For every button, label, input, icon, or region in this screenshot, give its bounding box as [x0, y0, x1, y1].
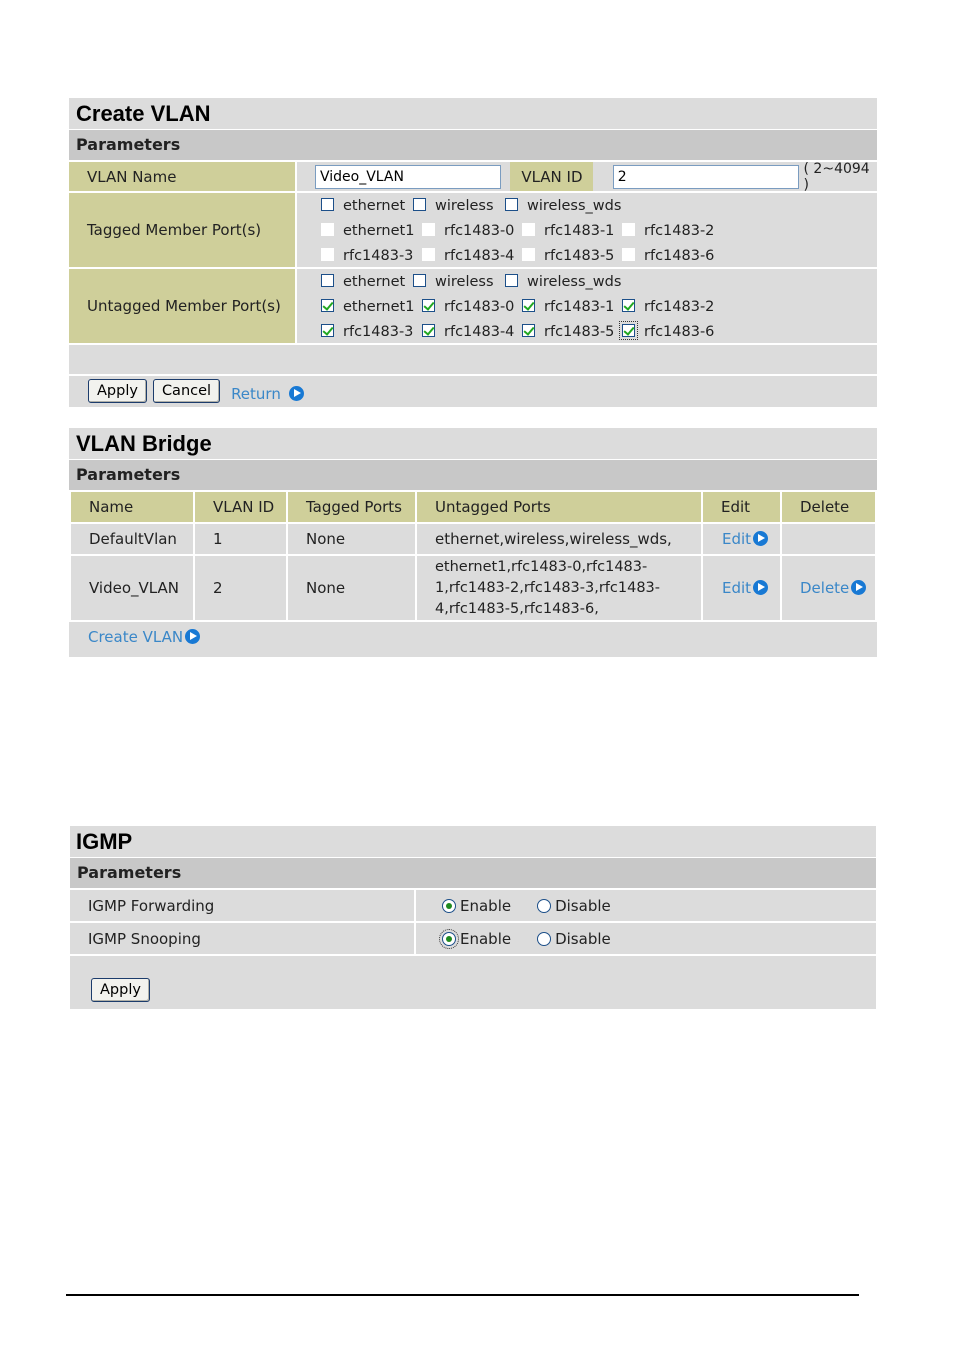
untagged-ports-line: ethernet1,rfc1483-0,rfc1483-: [435, 558, 648, 575]
port-checkbox-rfc1483-0[interactable]: [422, 219, 522, 244]
edit-link[interactable]: [722, 530, 768, 548]
port-label: ethernet: [343, 274, 406, 290]
delete-cell: [781, 555, 876, 621]
port-checkbox-ethernet1[interactable]: [321, 219, 422, 244]
tagged-ports-cell: None: [287, 555, 416, 621]
port-checkbox-rfc1483-2[interactable]: [622, 295, 722, 320]
untagged-ports-label: Untagged Member Port(s): [69, 269, 295, 343]
edit-link-label: Edit: [722, 579, 752, 597]
enable-label: Enable: [460, 896, 512, 915]
return-link[interactable]: [231, 385, 304, 403]
disable-label: Disable: [555, 896, 611, 915]
untagged-ports-cell: [416, 555, 702, 621]
port-checkbox-rfc1483-6[interactable]: [622, 244, 722, 269]
port-line: [321, 244, 877, 269]
port-label: rfc1483-5: [544, 248, 615, 264]
port-line: [321, 194, 877, 219]
radio-unselected-icon: [537, 932, 551, 946]
port-label: wireless: [435, 198, 494, 214]
port-checkbox-ethernet[interactable]: [321, 194, 413, 219]
checkbox-icon: [505, 198, 518, 211]
delete-cell: [781, 523, 876, 555]
radio-selected-icon: [442, 899, 456, 913]
edit-cell: [702, 523, 781, 555]
port-checkbox-wireless[interactable]: [413, 194, 505, 219]
igmp-subtitle: Parameters: [70, 857, 876, 888]
column-header: Tagged Ports: [287, 491, 416, 523]
vlan-name-input[interactable]: Video_VLAN: [315, 165, 501, 189]
vlan-id-input[interactable]: 2: [613, 165, 799, 189]
cancel-button[interactable]: Cancel: [153, 379, 220, 403]
delete-link-label: Delete: [800, 579, 850, 597]
radio-selected-icon: [442, 932, 456, 946]
port-label: ethernet1: [343, 223, 415, 239]
checkbox-checked-icon: [321, 299, 334, 312]
igmp-forwarding-enable-radio[interactable]: [442, 897, 511, 915]
arrow-right-icon: [851, 580, 866, 595]
column-header: Name: [70, 491, 194, 523]
port-label: rfc1483-6: [644, 324, 715, 340]
igmp-apply-button[interactable]: Apply: [91, 978, 150, 1002]
create-vlan-panel: [69, 98, 877, 407]
vlan-bridge-title: VLAN Bridge: [69, 428, 877, 459]
igmp-forwarding-row: [70, 888, 876, 921]
igmp-snooping-enable-radio[interactable]: [442, 930, 511, 948]
igmp-panel: [70, 826, 876, 1009]
port-line: [321, 270, 877, 295]
port-checkbox-rfc1483-1[interactable]: [522, 295, 622, 320]
checkbox-icon: [413, 198, 426, 211]
port-label: rfc1483-1: [544, 299, 615, 315]
port-label: wireless: [435, 274, 494, 290]
checkbox-icon: [422, 248, 435, 261]
port-checkbox-wireless_wds[interactable]: [505, 270, 705, 295]
create-vlan-link-label: Create VLAN: [88, 628, 184, 646]
checkbox-icon: [321, 274, 334, 287]
port-checkbox-rfc1483-1[interactable]: [522, 219, 622, 244]
untagged-ports-row: [69, 267, 877, 343]
return-link-label: Return: [231, 385, 281, 403]
vlan-id-cell: 2: [194, 555, 287, 621]
checkbox-icon: [505, 274, 518, 287]
delete-link[interactable]: [800, 579, 866, 597]
column-header: VLAN ID: [194, 491, 287, 523]
port-label: rfc1483-3: [343, 324, 414, 340]
igmp-snooping-disable-radio[interactable]: [537, 930, 611, 948]
vlan-name-label: VLAN Name: [69, 162, 295, 191]
arrow-right-icon: [185, 629, 200, 644]
spacer-row: [69, 343, 877, 374]
port-label: rfc1483-4: [444, 248, 515, 264]
port-checkbox-rfc1483-5[interactable]: [522, 244, 622, 269]
igmp-forwarding-disable-radio[interactable]: [537, 897, 611, 915]
tagged-ports-group: [295, 193, 877, 267]
checkbox-checked-icon: [422, 299, 435, 312]
checkbox-icon: [321, 198, 334, 211]
column-header: Untagged Ports: [416, 491, 702, 523]
port-checkbox-rfc1483-3[interactable]: [321, 244, 422, 269]
igmp-forwarding-label: IGMP Forwarding: [70, 890, 414, 921]
port-label: rfc1483-4: [444, 324, 515, 340]
igmp-snooping-label: IGMP Snooping: [70, 923, 414, 954]
untagged-ports-group: [295, 269, 877, 343]
vlan-name-cell: DefaultVlan: [70, 523, 194, 555]
tagged-ports-row: [69, 191, 877, 267]
port-checkbox-rfc1483-6[interactable]: [622, 320, 722, 345]
port-label: wireless_wds: [527, 274, 622, 290]
port-label: rfc1483-0: [444, 299, 515, 315]
port-checkbox-ethernet[interactable]: [321, 270, 413, 295]
checkbox-icon: [413, 274, 426, 287]
port-checkbox-rfc1483-2[interactable]: [622, 219, 722, 244]
create-vlan-row: [69, 622, 877, 652]
port-label: rfc1483-2: [644, 299, 715, 315]
checkbox-icon: [522, 223, 535, 236]
vlan-id-cell: 1: [194, 523, 287, 555]
create-vlan-subtitle: Parameters: [69, 129, 877, 160]
tagged-ports-label: Tagged Member Port(s): [69, 193, 295, 267]
create-vlan-link[interactable]: [88, 628, 200, 646]
tagged-ports-cell: None: [287, 523, 416, 555]
vlan-name-row: [69, 160, 877, 191]
checkbox-icon: [622, 223, 635, 236]
port-checkbox-rfc1483-4[interactable]: [422, 320, 522, 345]
igmp-actions: [70, 954, 876, 1002]
edit-link-label: Edit: [722, 530, 752, 548]
port-checkbox-rfc1483-4[interactable]: [422, 244, 522, 269]
port-label: rfc1483-3: [343, 248, 414, 264]
checkbox-checked-icon: [622, 324, 635, 337]
arrow-right-icon: [753, 580, 768, 595]
arrow-right-icon: [753, 531, 768, 546]
checkbox-checked-icon: [522, 324, 535, 337]
vlan-bridge-table: [69, 490, 877, 622]
checkbox-checked-icon: [622, 299, 635, 312]
port-label: rfc1483-6: [644, 248, 715, 264]
radio-unselected-icon: [537, 899, 551, 913]
create-vlan-actions: [69, 374, 877, 406]
vlan-id-label: VLAN ID: [510, 162, 593, 191]
igmp-title: IGMP: [70, 826, 876, 857]
port-checkbox-rfc1483-0[interactable]: [422, 295, 522, 320]
edit-cell: [702, 555, 781, 621]
port-label: rfc1483-1: [544, 223, 615, 239]
untagged-ports-line: 1,rfc1483-2,rfc1483-3,rfc1483-: [435, 579, 661, 596]
table-row: [70, 523, 876, 555]
checkbox-icon: [522, 248, 535, 261]
checkbox-icon: [622, 248, 635, 261]
port-checkbox-rfc1483-5[interactable]: [522, 320, 622, 345]
vlan-bridge-panel: [69, 428, 877, 657]
port-label: wireless_wds: [527, 198, 622, 214]
table-header-row: [70, 491, 876, 523]
port-checkbox-ethernet1[interactable]: [321, 295, 422, 320]
checkbox-checked-icon: [422, 324, 435, 337]
untagged-ports-cell: ethernet,wireless,wireless_wds,: [416, 523, 702, 555]
port-checkbox-wireless[interactable]: [413, 270, 505, 295]
vlan-id-range: ( 2~4094 ): [803, 160, 870, 193]
port-label: ethernet: [343, 198, 406, 214]
edit-link[interactable]: [722, 579, 768, 597]
footer-divider: [66, 1294, 859, 1296]
port-line: [321, 320, 877, 345]
vlan-bridge-subtitle: Parameters: [69, 459, 877, 490]
checkbox-icon: [422, 223, 435, 236]
create-vlan-title: Create VLAN: [69, 98, 877, 129]
table-row: [70, 555, 876, 621]
port-label: rfc1483-2: [644, 223, 715, 239]
untagged-ports-line: 4,rfc1483-5,rfc1483-6,: [435, 600, 599, 617]
port-label: rfc1483-0: [444, 223, 515, 239]
port-label: ethernet1: [343, 299, 415, 315]
igmp-snooping-row: [70, 921, 876, 954]
checkbox-checked-icon: [522, 299, 535, 312]
vlan-name-cell: Video_VLAN: [70, 555, 194, 621]
port-checkbox-rfc1483-3[interactable]: [321, 320, 422, 345]
checkbox-icon: [321, 223, 334, 236]
port-line: [321, 295, 877, 320]
checkbox-icon: [321, 248, 334, 261]
port-line: [321, 219, 877, 244]
apply-button[interactable]: Apply: [88, 379, 147, 403]
port-checkbox-wireless_wds[interactable]: [505, 194, 705, 219]
checkbox-checked-icon: [321, 324, 334, 337]
enable-label: Enable: [460, 929, 512, 948]
arrow-right-icon: [289, 386, 304, 401]
column-header: Edit: [702, 491, 781, 523]
port-label: rfc1483-5: [544, 324, 615, 340]
column-header: Delete: [781, 491, 876, 523]
disable-label: Disable: [555, 929, 611, 948]
